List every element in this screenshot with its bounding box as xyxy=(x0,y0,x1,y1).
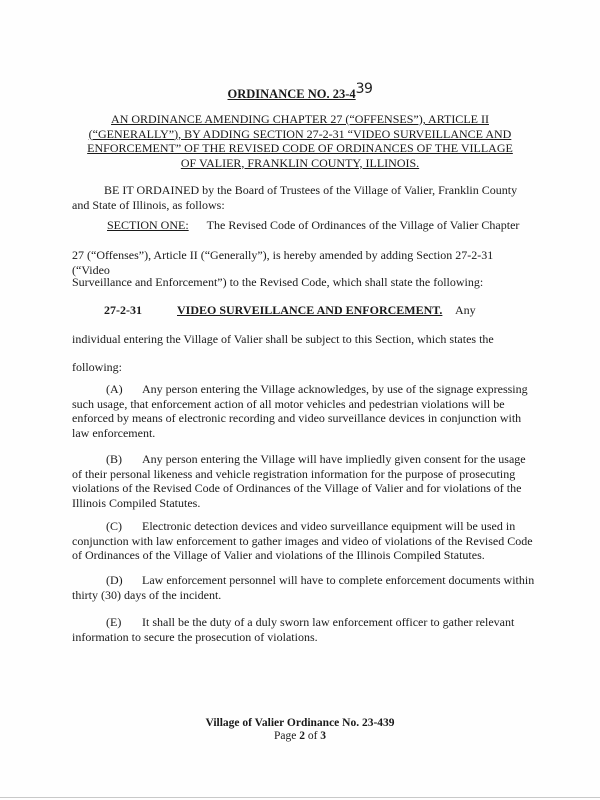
ordinance-subtitle: AN ORDINANCE AMENDING CHAPTER 27 (“OFFENSES”), ARTICLE II (“GENERALLY”), BY ADDING SECTION 27-2-31 “VIDEO SURVEILLANCE AND ENFORCEMENT” OF THE REVISED CODE OF ORDINANCES OF THE VILLAGE OF VALIER, FRANKLIN COUNTY, ILLINOIS. xyxy=(87,112,513,170)
section-intro-line-3: following: xyxy=(72,360,122,374)
list-item-b xyxy=(72,452,537,510)
section-one-text-1: The Revised Code of Ordinances of the Village of Valier Chapter xyxy=(206,218,520,232)
section-one-line-3: Surveillance and Enforcement”) to the Revised Code, which shall state the following: xyxy=(72,275,484,289)
list-item-a xyxy=(72,382,537,440)
section-one-line-2: 27 (“Offenses”), Article II (“Generally”), is hereby amended by adding Section 27-2-31 (“Video xyxy=(72,248,494,277)
scan-edge-line xyxy=(0,797,600,798)
list-item-text: Any person entering the Village acknowledges, by use of the signage expressing such usage, that enforcement action of all motor vehicles and pedestrian violations will be enforced by means of electronic recording and video surveillance devices in conjunction with law enforcement. xyxy=(72,382,528,440)
list-item-label: (B) xyxy=(106,452,122,466)
section-intro-start: Any xyxy=(455,303,476,317)
list-item-label: (A) xyxy=(106,382,123,396)
list-item-d xyxy=(72,573,537,602)
footer-page-prefix: Page xyxy=(273,730,300,742)
section-title: VIDEO SURVEILLANCE AND ENFORCEMENT. xyxy=(177,303,443,317)
ordained-paragraph xyxy=(72,183,532,212)
section-intro-line-2: individual entering the Village of Valier shall be subject to this Section, which states the xyxy=(72,332,494,346)
list-item-label: (C) xyxy=(106,519,122,533)
ordained-text: BE IT ORDAINED by the Board of Trustees of the Village of Valier, Franklin County and State of Illinois, as follows: xyxy=(72,183,518,212)
footer-page-current: 2 xyxy=(299,730,305,742)
list-item-e xyxy=(72,615,537,644)
list-item-text: It shall be the duty of a duly sworn law enforcement officer to gather relevant information to secure the prosecution of violations. xyxy=(72,615,515,644)
list-item-label: (D) xyxy=(106,573,123,587)
section-one-heading: SECTION ONE: xyxy=(107,218,189,232)
section-number: 27-2-31 xyxy=(104,303,142,317)
footer-page-total: 3 xyxy=(320,730,327,742)
list-item-text: Any person entering the Village will have impliedly given consent for the usage of their personal likeness and vehicle registration information for the purpose of prosecuting violations of the Revised Code of Ordinances of the Village of Valier and for violations of the Illinois Compiled Statutes. xyxy=(72,452,526,510)
list-item-c xyxy=(72,519,537,563)
handwritten-ordinance-number: 39 xyxy=(355,81,373,97)
footer-ordinance-line: Village of Valier Ordinance No. 23-439 xyxy=(205,717,395,729)
list-item-text: Electronic detection devices and video surveillance equipment will be used in conjunction with law enforcement to gather images and video of violations of the Revised Code of Ordinances of the Village of Valier and violations of the Illinois Compiled Statutes. xyxy=(72,519,533,562)
list-item-text: Law enforcement personnel will have to complete enforcement documents within thirty (30) days of the incident. xyxy=(72,573,535,602)
footer-page-mid: of xyxy=(304,730,321,742)
ordinance-title xyxy=(0,81,600,102)
ordinance-title-text: ORDINANCE NO. 23-4 xyxy=(227,87,356,101)
footer-page-number xyxy=(0,730,600,743)
section-one-line-1 xyxy=(72,218,532,233)
list-item-label: (E) xyxy=(106,615,122,629)
page-footer xyxy=(0,717,600,743)
